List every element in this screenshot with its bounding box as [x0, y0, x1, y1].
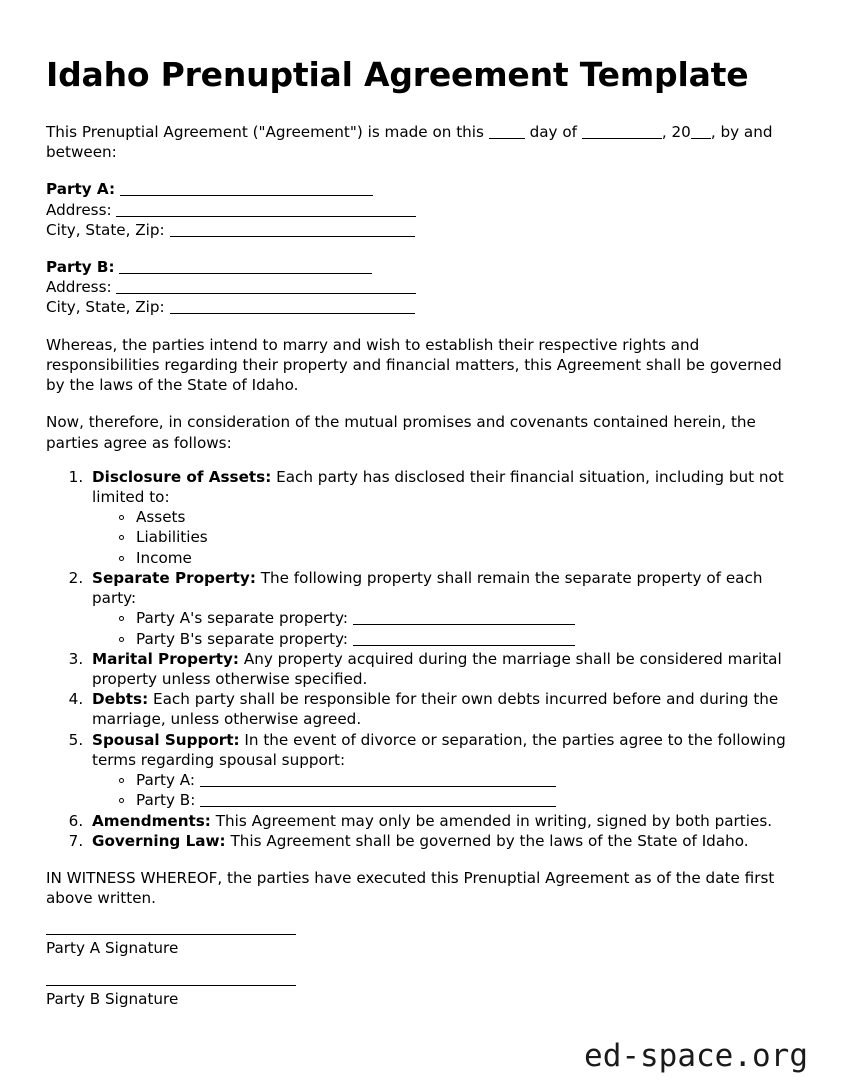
- list-item: [116, 608, 798, 628]
- intro-text-part4: , by and between:: [46, 122, 773, 162]
- term-item: [88, 730, 798, 811]
- list-item: [116, 507, 798, 527]
- sub-item-label: Party A:: [136, 771, 196, 790]
- party-a-city-label: City, State, Zip:: [46, 220, 165, 239]
- party-b-city-label: City, State, Zip:: [46, 298, 165, 317]
- intro-text-part1: This Prenuptial Agreement ("Agreement") is made on this: [46, 122, 484, 141]
- term-body: In the event of divorce or separation, the parties agree to the following terms regarding spousal support:: [92, 730, 786, 769]
- term-heading: Spousal Support:: [92, 730, 240, 749]
- sub-item-label: Party B's separate property:: [136, 629, 349, 648]
- sub-item-label: Party A's separate property:: [136, 609, 349, 628]
- party-b-block: [46, 257, 798, 318]
- party-b-name-label: Party B:: [46, 258, 115, 277]
- party-b-name-rule: [119, 273, 372, 274]
- list-item: [116, 770, 798, 790]
- recital-paragraph: Whereas, the parties intend to marry and wish to establish their respective rights and responsibilities regarding their property and financial matters, this Agreement shall be governed by the laws of the State of Idaho.: [46, 335, 782, 395]
- party-a-address-rule: [116, 216, 416, 217]
- party-b-city-line: [46, 297, 798, 317]
- term-item: [88, 831, 798, 851]
- list-item: [116, 790, 798, 810]
- party-a-signature-rule: [46, 934, 296, 935]
- day-blank-rule: [489, 138, 525, 139]
- party-b-name-line: [46, 257, 798, 277]
- party-a-address-label: Address:: [46, 200, 112, 219]
- party-b-support-rule: [200, 806, 556, 807]
- term-sublist: [92, 507, 798, 568]
- list-item: [116, 548, 798, 568]
- term-heading: Amendments:: [92, 811, 211, 830]
- intro-text-part2: day of: [529, 122, 577, 141]
- signature-block: [46, 934, 798, 1008]
- term-sublist: [92, 770, 798, 810]
- witness-paragraph: IN WITNESS WHEREOF, the parties have executed this Prenuptial Agreement as of the date first above written.: [46, 868, 775, 908]
- term-heading: Marital Property:: [92, 649, 240, 668]
- sub-item-label: Income: [136, 548, 192, 567]
- consideration-paragraph: Now, therefore, in consideration of the mutual promises and covenants contained herein, the parties agree as follows:: [46, 413, 756, 452]
- sub-item-label: Assets: [136, 508, 186, 527]
- term-heading: Separate Property:: [92, 568, 256, 587]
- party-b-separate-property-rule: [353, 645, 575, 646]
- sub-item-label: Liabilities: [136, 528, 208, 547]
- party-a-name-label: Party A:: [46, 180, 116, 199]
- list-item: [116, 629, 798, 649]
- term-item: [88, 811, 798, 831]
- party-a-separate-property-rule: [353, 624, 575, 625]
- term-heading: Debts:: [92, 690, 149, 709]
- party-a-name-line: [46, 179, 798, 199]
- party-b-address-label: Address:: [46, 278, 112, 297]
- term-heading: Disclosure of Assets:: [92, 467, 272, 486]
- party-b-address-rule: [116, 293, 416, 294]
- sub-item-label: Party B:: [136, 791, 196, 810]
- page-title: Idaho Prenuptial Agreement Template: [46, 55, 749, 94]
- term-item: [88, 649, 798, 689]
- term-heading: Governing Law:: [92, 831, 226, 850]
- party-a-block: [46, 179, 798, 240]
- term-body: Each party has disclosed their financial situation, including but not limited to:: [92, 467, 784, 506]
- party-b-city-rule: [170, 313, 415, 314]
- party-b-address-line: [46, 277, 798, 297]
- party-a-city-rule: [170, 236, 415, 237]
- term-item: [88, 568, 798, 649]
- party-a-support-rule: [200, 786, 556, 787]
- intro-paragraph: [46, 122, 798, 162]
- party-a-signature-label: Party A Signature: [46, 939, 179, 958]
- term-item: [88, 467, 798, 568]
- party-a-city-line: [46, 220, 798, 240]
- term-item: [88, 689, 798, 729]
- party-b-signature-label: Party B Signature: [46, 989, 179, 1008]
- term-body: This Agreement may only be amended in writing, signed by both parties.: [215, 811, 773, 830]
- term-body: The following property shall remain the separate property of each party:: [92, 568, 763, 608]
- year-blank-rule: [691, 138, 711, 139]
- party-b-signature-rule: [46, 985, 296, 986]
- site-watermark: ed-space.org: [584, 1038, 808, 1074]
- list-item: [116, 527, 798, 547]
- party-a-name-rule: [120, 195, 373, 196]
- intro-text-part3: , 20: [661, 122, 691, 141]
- term-sublist: [92, 608, 798, 648]
- term-body: Any property acquired during the marriage shall be considered marital property unless otherwise specified.: [92, 649, 782, 688]
- month-blank-rule: [582, 138, 662, 139]
- party-a-address-line: [46, 200, 798, 220]
- term-body: Each party shall be responsible for their own debts incurred before and during the marriage, unless otherwise agreed.: [92, 690, 779, 729]
- term-body: This Agreement shall be governed by the laws of the State of Idaho.: [230, 831, 749, 850]
- terms-list: [46, 467, 798, 851]
